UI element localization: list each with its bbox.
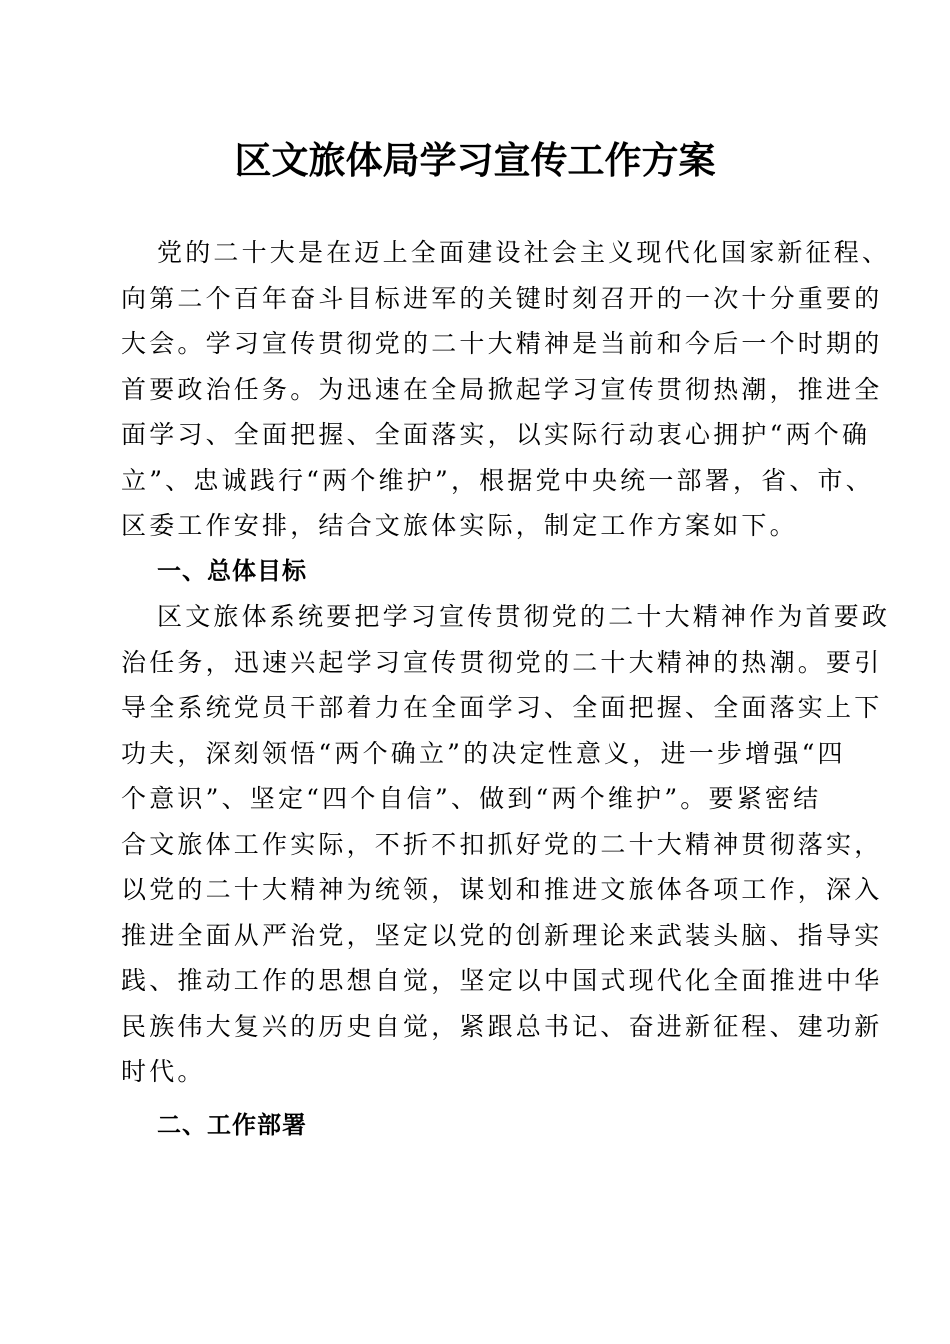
intro-line: 大会。学习宣传贯彻党的二十大精神是当前和今后一个时期的 — [121, 329, 883, 358]
section1-line: 践、推动工作的思想自觉，坚定以中国式现代化全面推进中华 — [121, 966, 883, 995]
document-body — [121, 230, 891, 1148]
section1-line: 功夫，深刻领悟“两个确立”的决定性意义，进一步增强“四 — [121, 738, 846, 768]
intro-line: 立”、忠诚践行“两个维护”，根据党中央统一部署，省、市、 — [121, 465, 874, 495]
intro-line: 区委工作安排，结合文旅体实际，制定工作方案如下。 — [121, 511, 798, 540]
section1-line: 推进全面从严治党，坚定以党的创新理论来武装头脑、指导实 — [121, 920, 883, 950]
section1-line: 民族伟大复兴的历史自觉，紧跟总书记、奋进新征程、建功新 — [121, 1011, 883, 1041]
intro-line: 首要政治任务。为迅速在全局掀起学习宣传贯彻热潮，推进全 — [121, 374, 883, 404]
section1-line: 合文旅体工作实际，不折不扣抓好党的二十大精神贯彻落实， — [121, 829, 883, 859]
intro-line: 党的二十大是在迈上全面建设社会主义现代化国家新征程、 — [157, 238, 891, 267]
document-title: 区文旅体局学习宣传工作方案 — [234, 138, 716, 182]
section1-line: 治任务，迅速兴起学习宣传贯彻党的二十大精神的热潮。要引 — [121, 647, 883, 677]
section1-line: 时代。 — [121, 1057, 206, 1086]
section1-line: 导全系统党员干部着力在全面学习、全面把握、全面落实上下 — [121, 693, 883, 722]
spacer — [121, 1095, 825, 1103]
section-heading-work-deployment: 二、工作部署 — [157, 1110, 307, 1139]
intro-line: 向第二个百年奋斗目标进军的关键时刻召开的一次十分重要的 — [121, 283, 883, 313]
section1-line: 区文旅体系统要把学习宣传贯彻党的二十大精神作为首要政 — [157, 602, 891, 631]
section1-line: 个意识”、坚定“四个自信”、做到“两个维护”。要紧密结 — [121, 784, 822, 813]
section-heading-overall-goal: 一、总体目标 — [157, 556, 307, 585]
section1-line: 以党的二十大精神为统领，谋划和推进文旅体各项工作，深入 — [121, 875, 883, 904]
intro-line: 面学习、全面把握、全面落实，以实际行动衷心拥护“两个确 — [121, 420, 871, 449]
